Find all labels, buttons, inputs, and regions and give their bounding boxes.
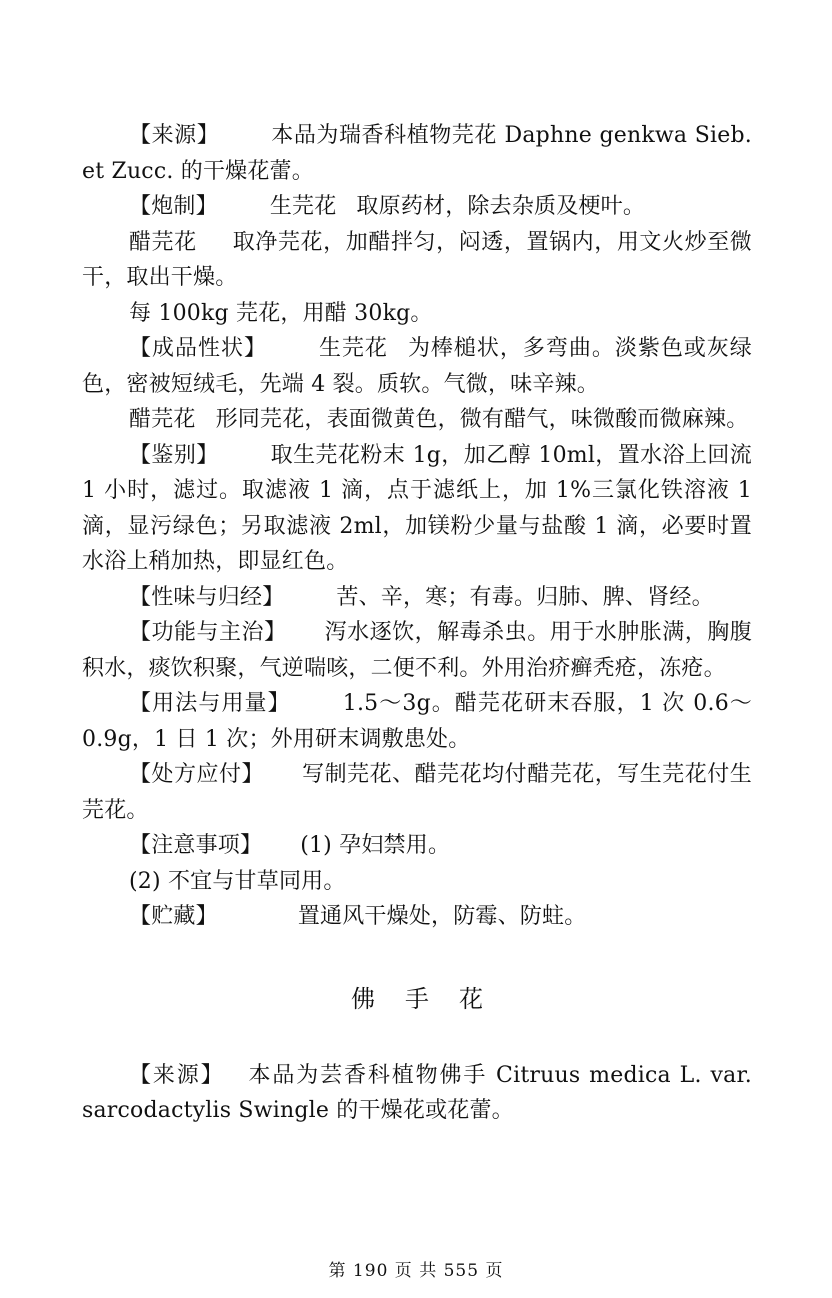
sub-label: 生芫花 [269, 194, 337, 219]
identification-paragraph [82, 438, 752, 580]
section-label: 【功能与主治】 [129, 620, 287, 645]
paragraph-text: (1) 孕妇禁用。 [300, 833, 451, 858]
paragraph-text: 取原药材，除去杂质及梗叶。 [356, 194, 646, 219]
page-footer: 第 190 页 共 555 页 [328, 1261, 504, 1281]
section-label: 【性味与归经】 [129, 584, 285, 610]
page-content [82, 118, 752, 1129]
paragraph-text: 为棒槌状，多弯曲。淡紫色或灰绿色，密被短绒毛，先端 4 裂。质软。气微，味辛辣。 [82, 336, 752, 397]
section-label: 【贮藏】 [129, 904, 218, 929]
paragraph-text: 取净芫花，加醋拌匀，闷透，置锅内，用文火炒至微干，取出干燥。 [82, 229, 752, 290]
usage-paragraph [82, 686, 752, 757]
prescription-paragraph [82, 757, 752, 828]
paragraph-text: 1.5～3g。醋芫花研末吞服，1 次 0.6～0.9g，1 日 1 次；外用研末调敷患处。 [82, 691, 752, 752]
sub-label: 醋芫花 [129, 229, 197, 255]
section-label: 【注意事项】 [129, 833, 263, 858]
paragraph-text: 苦、辛，寒；有毒。归肺、脾、肾经。 [336, 584, 714, 610]
paragraph-text: 本品为瑞香科植物芫花 Daphne genkwa Sieb. et Zucc. 的干燥花蕾。 [82, 123, 752, 184]
section-label: 【炮制】 [129, 194, 218, 219]
section-label: 【处方应付】 [129, 762, 265, 787]
sub-label: 生芫花 [318, 336, 388, 361]
source-paragraph [82, 118, 752, 189]
dosage-ratio-paragraph [82, 296, 752, 332]
section-label: 【来源】 [129, 1062, 225, 1088]
paragraph-text: 置通风干燥处，防霉、防蛀。 [297, 904, 587, 929]
paragraph-text: 每 100kg 芫花，用醋 30kg。 [129, 300, 433, 326]
sub-label: 醋芫花 [129, 407, 196, 432]
function-paragraph [82, 615, 752, 686]
vinegar-appearance-paragraph [82, 402, 752, 438]
source-paragraph-2 [82, 1058, 752, 1129]
paragraph-text: 形同芫花，表面微黄色，微有醋气，味微酸而微麻辣。 [215, 407, 749, 432]
section-label: 【用法与用量】 [129, 691, 291, 716]
paragraph-text: 本品为芸香科植物佛手 Citruus medica L. var. sarcodactylis Swingle 的干燥花或花蕾。 [82, 1062, 752, 1123]
section-label: 【成品性状】 [129, 336, 267, 361]
processing-paragraph [82, 189, 752, 225]
nature-meridian-paragraph [82, 580, 752, 616]
precautions-item-paragraph [82, 864, 752, 900]
monograph-heading: 佛手花 [351, 984, 513, 1013]
section-label: 【来源】 [129, 123, 220, 148]
storage-paragraph [82, 899, 752, 935]
paragraph-text: 取生芫花粉末 1g，加乙醇 10ml，置水浴上回流 1 小时，滤过。取滤液 1 滴，点于滤纸上，加 1%三氯化铁溶液 1 滴，显污绿色；另取滤液 2ml，加镁粉少量与盐酸 1 滴，必要时置水浴上稍加热，即显红色。 [82, 442, 752, 574]
paragraph-text: (2) 不宜与甘草同用。 [129, 868, 346, 894]
vinegar-processing-paragraph [82, 225, 752, 296]
appearance-paragraph [82, 331, 752, 402]
paragraph-text: 泻水逐饮，解毒杀虫。用于水肿胀满，胸腹积水，痰饮积聚，气逆喘咳，二便不利。外用治疥癣秃疮，冻疮。 [82, 620, 752, 681]
section-label: 【鉴别】 [129, 442, 219, 468]
paragraph-text: 写制芫花、醋芫花均付醋芫花，写生芫花付生芫花。 [82, 762, 752, 823]
precautions-paragraph [82, 828, 752, 864]
